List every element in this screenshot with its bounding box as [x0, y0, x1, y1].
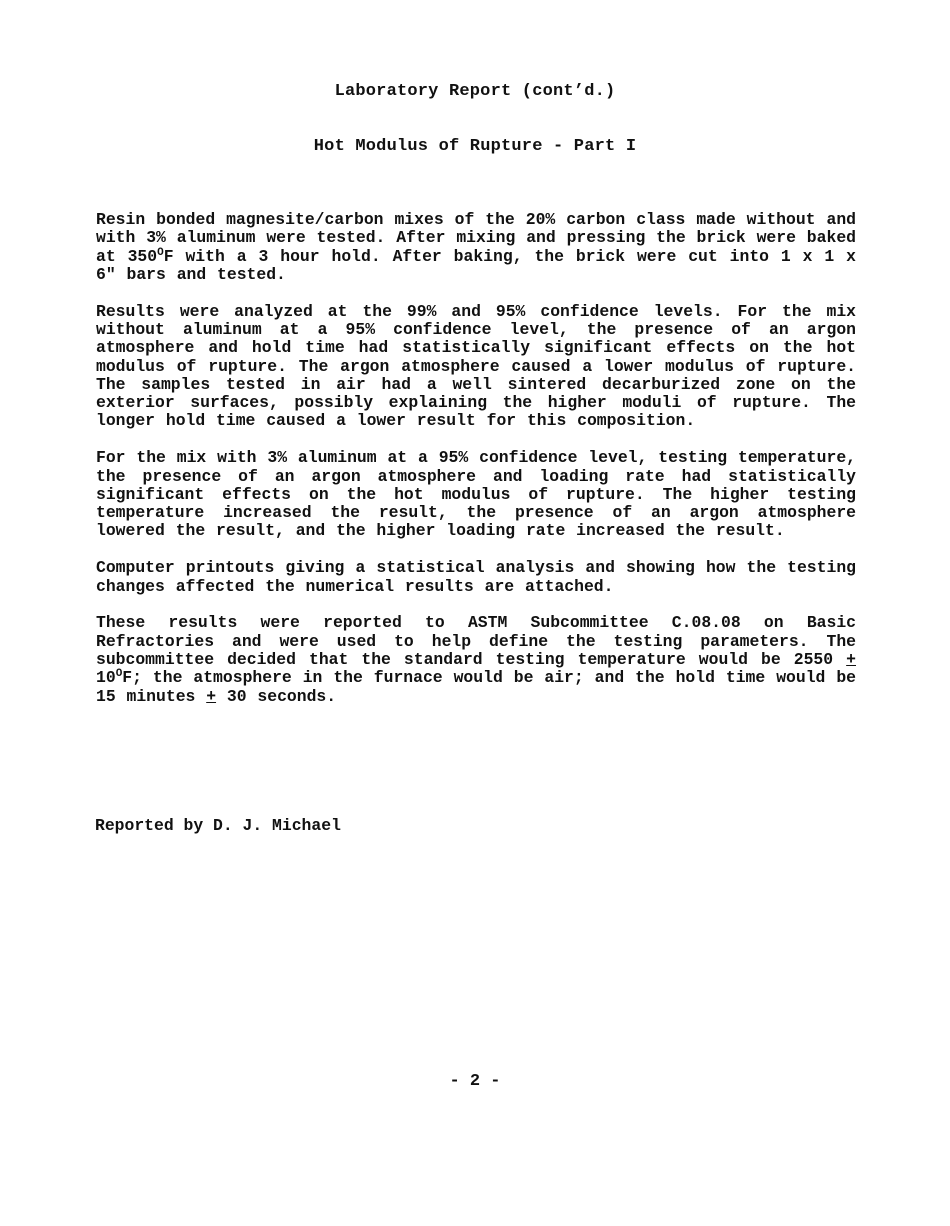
paragraph-1-text-b: F with a 3 hour hold. After baking, the brick were cut into 1 x 1 x 6" bars and tested. — [96, 246, 856, 284]
report-body — [96, 211, 856, 724]
plus-minus-sign: + — [206, 686, 217, 706]
paragraph-5-text-b: 10 — [96, 668, 116, 688]
paragraph-5-text-a: These results were reported to ASTM Subcommittee C.08.08 on Basic Refractories and were used to help define the testing parameters. The subcommittee decided that the standard testing temperature would be 2550 — [96, 613, 856, 669]
paragraph-5 — [96, 614, 856, 705]
paragraph-1 — [96, 211, 856, 284]
paragraph-2: Results were analyzed at the 99% and 95% confidence levels. For the mix without aluminum at a 95% confidence level, the presence of an argon atmosphere and hold time had statistically significant effects on the hot modulus of rupture. The argon atmosphere caused a lower modulus of rupture. The samples tested in air had a well sintered decarburized zone on the exterior surfaces, possibly explaining the higher moduli of rupture. The longer hold time caused a lower result for this composition. — [96, 301, 856, 431]
degree-mark: O — [115, 668, 123, 681]
paragraph-5-text-d: 30 seconds. — [216, 686, 337, 706]
report-title: Laboratory Report (cont’d.) — [334, 82, 616, 101]
paragraph-1-text-a: Resin bonded magnesite/carbon mixes of the 20% carbon class made without and with 3% aluminum were tested. After mixing and pressing the brick were baked at 350 — [96, 210, 856, 266]
paragraph-3: For the mix with 3% aluminum at a 95% confidence level, testing temperature, the presence of an argon atmosphere and loading rate had statistically significant effects on the hot modulus of rupture. The higher testing temperature increased the result, the presence of an argon atmosphere lowered the result, and the higher loading rate increased the result. — [96, 448, 856, 541]
paragraph-5-text-c: F; the atmosphere in the furnace would be air; and the hold time would be 15 minutes — [96, 668, 856, 706]
plus-minus-sign: + — [846, 649, 856, 669]
degree-mark: O — [157, 246, 164, 259]
reported-by-signature: Reported by D. J. Michael — [95, 816, 341, 835]
section-title: Hot Modulus of Rupture - Part I — [313, 137, 637, 156]
paragraph-4: Computer printouts giving a statistical analysis and showing how the testing changes affected the numerical results are attached. — [96, 558, 856, 596]
page-number: - 2 - — [449, 1072, 501, 1091]
